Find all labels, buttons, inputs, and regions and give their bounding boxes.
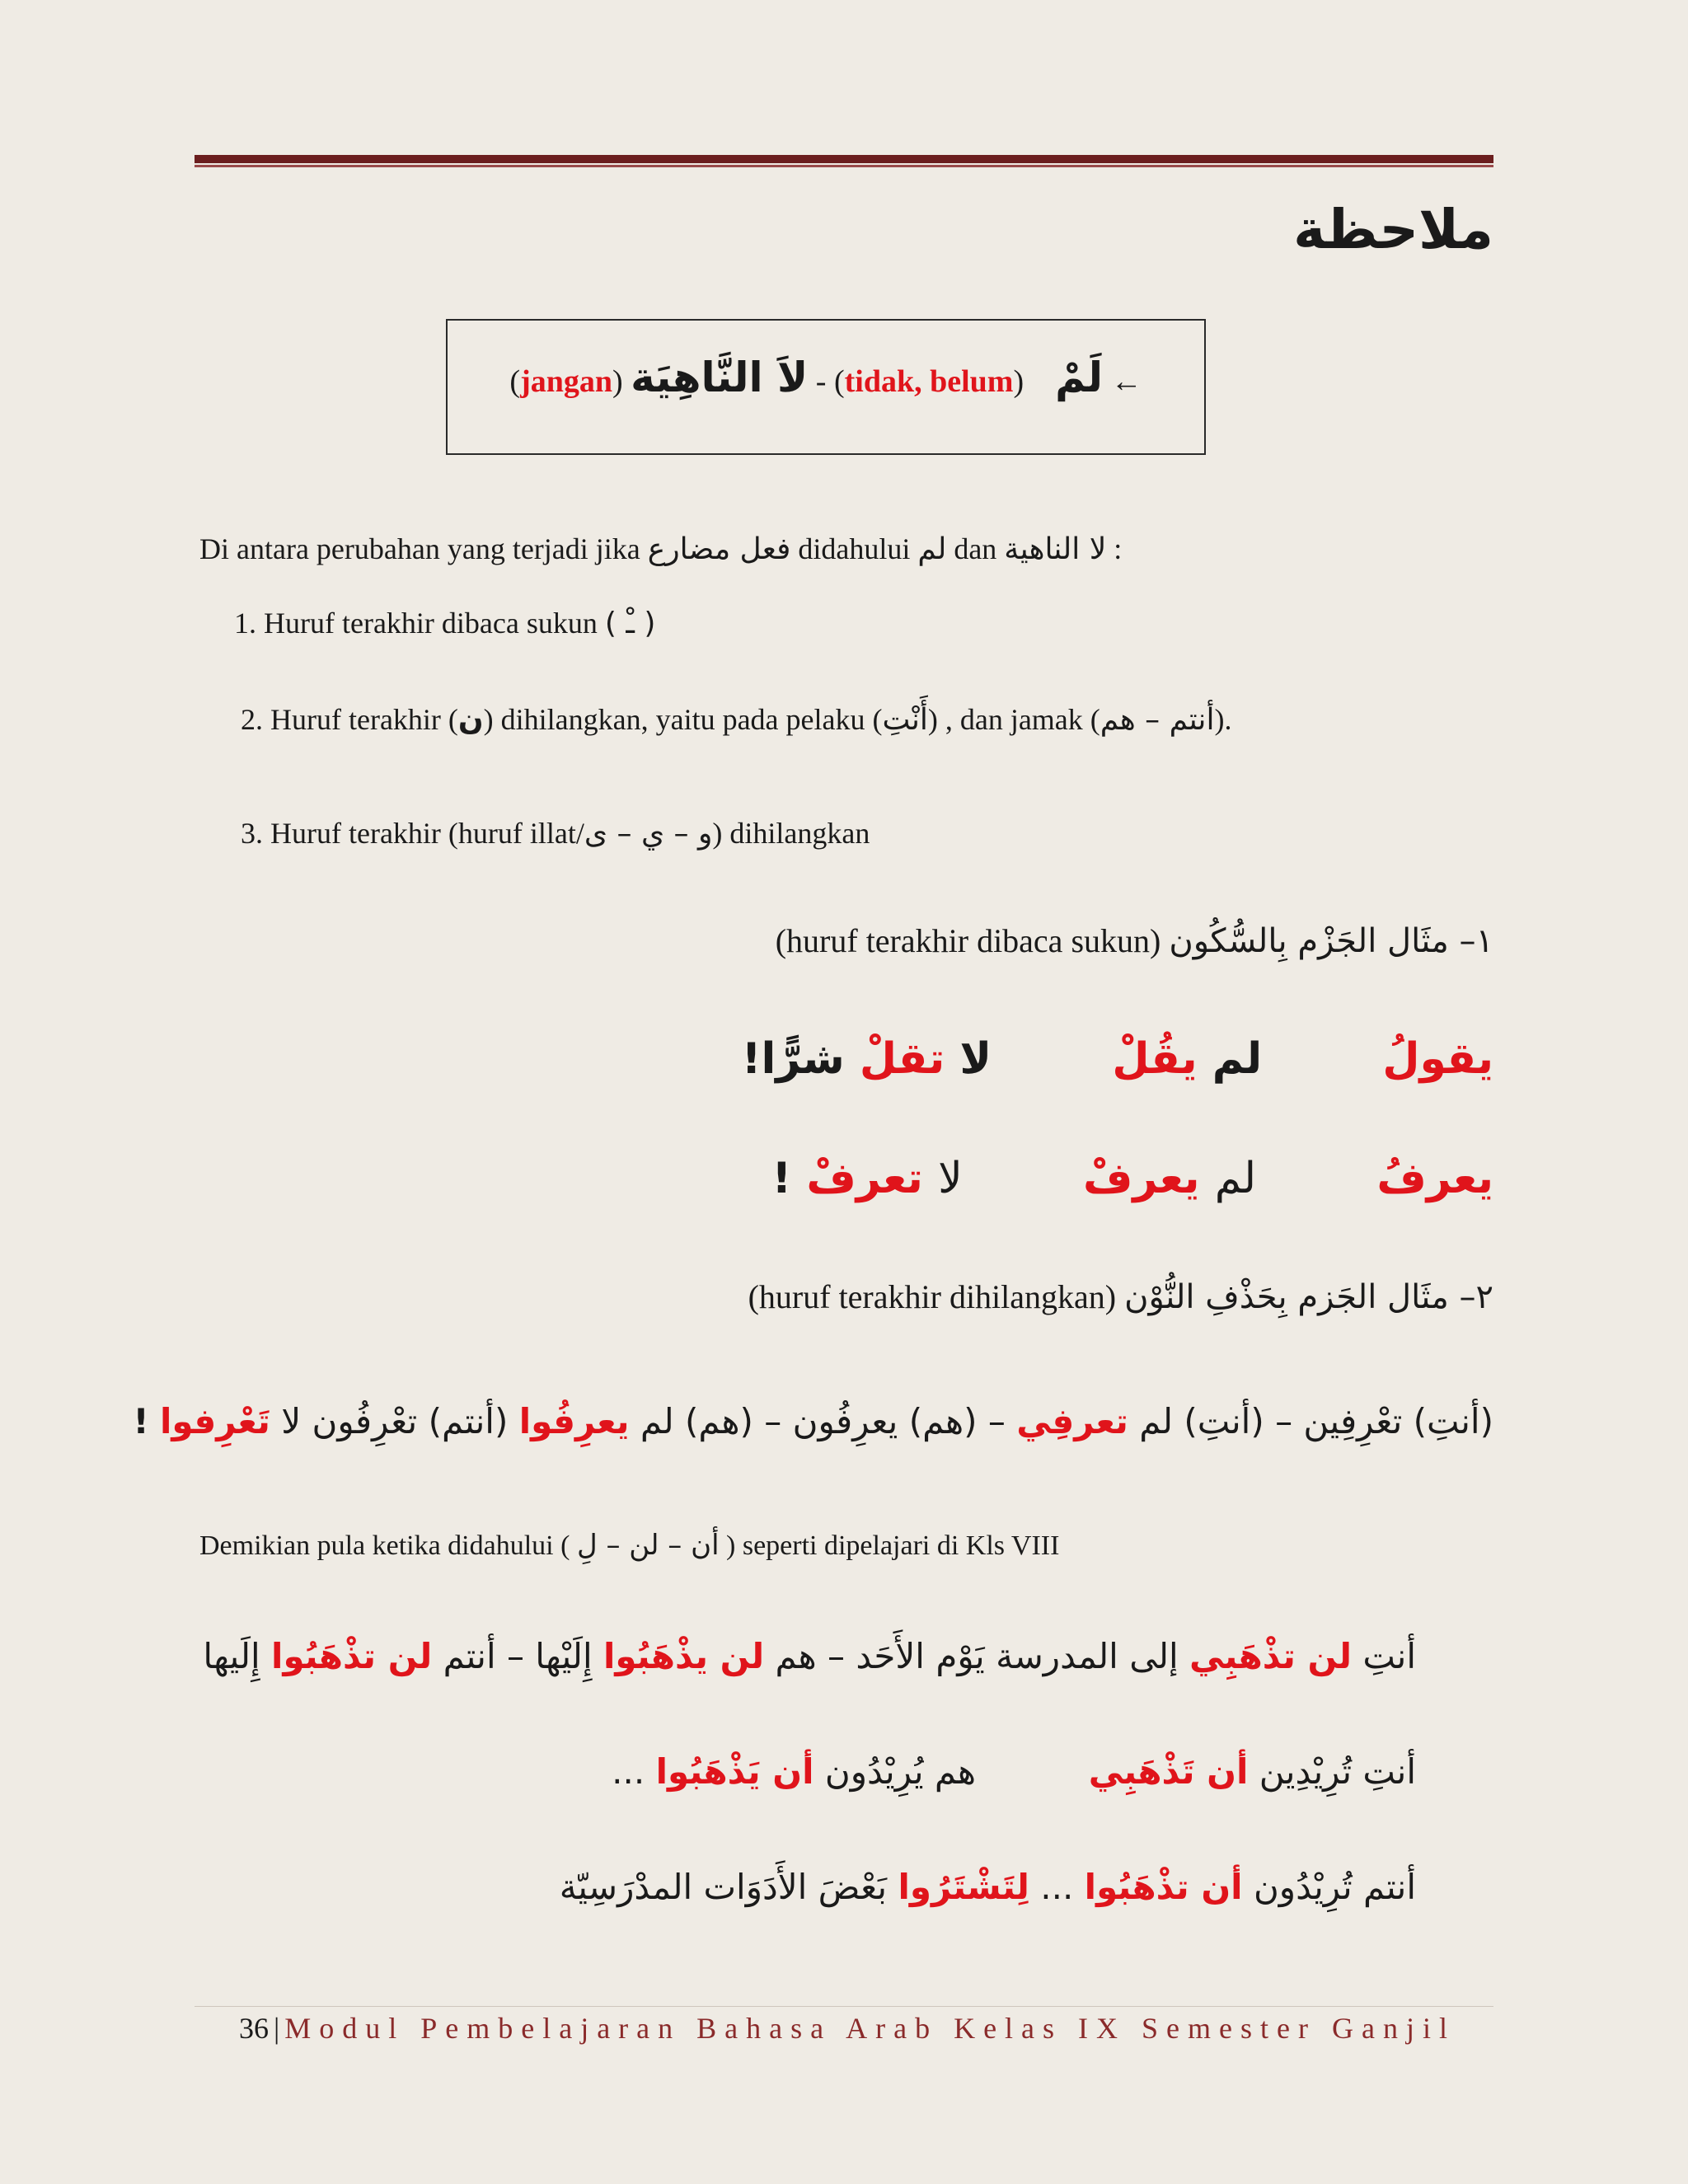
example-2-row: (أنتِ) تعْرِفِين – (أنتِ) لم تعرفِي – (هم) يعرِفُون – (هم) لم يعرِفُوا (أنتم) تعْرِفُون لا تَعْرِفوا !	[133, 1401, 1493, 1441]
example-1-row-2: يعرفُ لم يعرفْ لا تعرفْ !	[771, 1154, 1493, 1203]
demikian-paragraph: Demikian pula ketika didahului ( أن – لن – لِ ) seperti dipelajari di Kls VIII	[199, 1529, 1060, 1562]
definition-line: (jangan) لاَ النَّاهِيَة - (tidak, belum) لَمْ ←	[509, 354, 1142, 401]
definition-box	[446, 319, 1206, 455]
header-rule-thin	[195, 165, 1493, 167]
lam-meaning: tidak, belum	[844, 364, 1014, 399]
page-footer	[239, 2011, 1456, 2046]
footer-rule	[195, 2006, 1493, 2007]
intro-paragraph: Di antara perubahan yang terjadi jika فعل مضارع didahului لم dan لا الناهية :	[199, 532, 1123, 566]
example-1-row-1: يقولُ لم يقُلْ لا تقلْ شرًّا!	[741, 1034, 1493, 1084]
la-meaning: jangan	[520, 364, 612, 399]
header-rule-thick	[195, 155, 1493, 163]
footer-separator: |	[274, 2012, 280, 2045]
list-item-1: 1. Huruf terakhir dibaca sukun ( ـْ )	[234, 607, 656, 640]
list-item-2: 2. Huruf terakhir (ن) dihilangkan, yaitu pada pelaku (أَنْتِ) , dan jamak (أنتم – هم).	[241, 703, 1232, 737]
page-heading: ملاحظة	[1293, 198, 1493, 261]
example-1-title: ١– مثَال الجَزْم بِالسُّكُون (huruf terakhir dibaca sukun)	[775, 922, 1493, 960]
la-nahiyah: لاَ النَّاهِيَة	[631, 354, 809, 401]
sentence-3: أنتم تُرِيْدُون أن تذْهَبُوا ... لِتَشْتَرُوا بَعْضَ الأَدَوَات المدْرَسِيّة	[559, 1867, 1416, 1907]
arrow-icon: ←	[1110, 364, 1142, 399]
example-2-title: ٢– مثَال الجَزم بِحَذْفِ النُّوْن (huruf terakhir dihilangkan)	[748, 1278, 1493, 1316]
sentence-2: أنتِ تُرِيْدِين أن تَذْهَبِي هم يُرِيْدُون أن يَذْهَبُوا ...	[612, 1751, 1416, 1792]
page-number: 36	[239, 2012, 269, 2045]
list-item-3: 3. Huruf terakhir (huruf illat/و – ي – ى) dihilangkan	[241, 817, 870, 851]
box-dash: -	[815, 364, 827, 399]
sentence-1: أنتِ لن تذْهَبِي إلى المدرسة يَوْم الأَحَد – هم لن يذْهَبُوا إِلَيْها – أنتم لن تذْهَبُوا إِلَيها	[203, 1636, 1416, 1676]
lam-word: لَمْ	[1055, 354, 1104, 401]
footer-title: Modul Pembelajaran Bahasa Arab Kelas IX Semester Ganjil	[284, 2012, 1456, 2045]
